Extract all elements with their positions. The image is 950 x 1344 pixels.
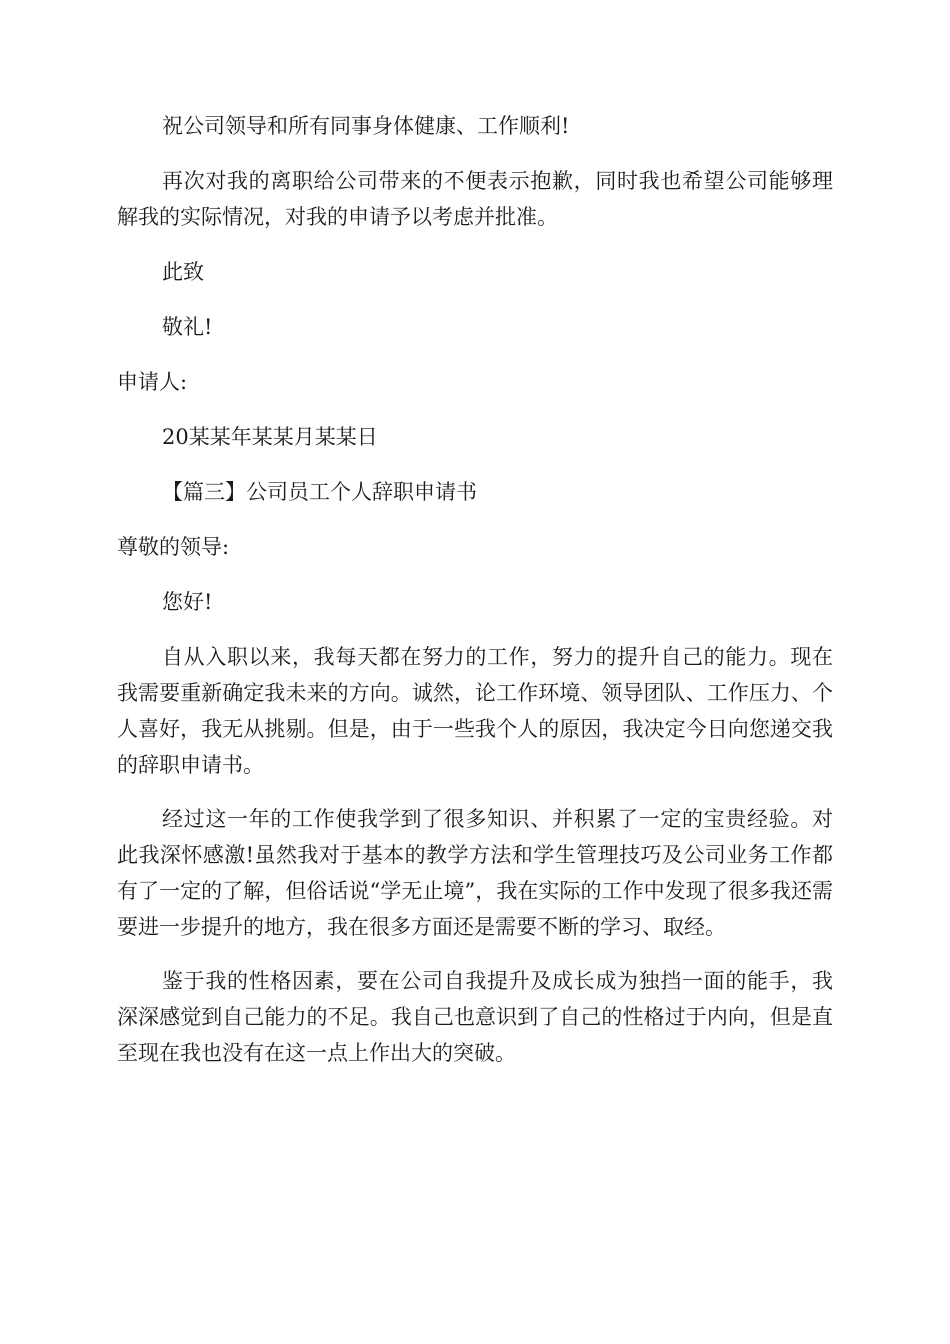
date-line: 20某某年某某月某某日 bbox=[162, 425, 378, 449]
closing-wishes: 祝公司领导和所有同事身体健康、工作顺利! bbox=[162, 114, 570, 138]
body-paragraph-3: 鉴于我的性格因素，要在公司自我提升及成长成为独挡一面的能手，我深深感觉到自己能力的不足。我自己也意识到了自己的性格过于内向，但是直至现在我也没有在这一点上作出大的突破。 bbox=[117, 969, 833, 1065]
document-page bbox=[117, 108, 833, 1071]
section-heading: 【篇三】公司员工个人辞职申请书 bbox=[162, 480, 477, 504]
salutation-jingli: 敬礼! bbox=[162, 315, 213, 339]
greeting-hello: 您好! bbox=[162, 590, 213, 614]
body-paragraph-1: 自从入职以来，我每天都在努力的工作，努力的提升自己的能力。现在我需要重新确定我未来的方向。诚然，论工作环境、领导团队、工作压力、个人喜好，我无从挑剔。但是，由于一些我个人的原因，我决定今日向您递交我的辞职申请书。 bbox=[117, 645, 833, 777]
applicant-label: 申请人: bbox=[117, 370, 188, 394]
apology-paragraph: 再次对我的离职给公司带来的不便表示抱歉，同时我也希望公司能够理解我的实际情况，对我的申请予以考虑并批准。 bbox=[117, 169, 833, 229]
body-paragraph-2: 经过这一年的工作使我学到了很多知识、并积累了一定的宝贵经验。对此我深怀感激!虽然我对于基本的教学方法和学生管理技巧及公司业务工作都有了一定的了解，但俗话说“学无止境”，我在实际的工作中发现了很多我还需要进一步提升的地方，我在很多方面还是需要不断的学习、取经。 bbox=[117, 807, 833, 939]
salutation-cizhi: 此致 bbox=[162, 260, 204, 284]
greeting-recipient: 尊敬的领导: bbox=[117, 535, 230, 559]
